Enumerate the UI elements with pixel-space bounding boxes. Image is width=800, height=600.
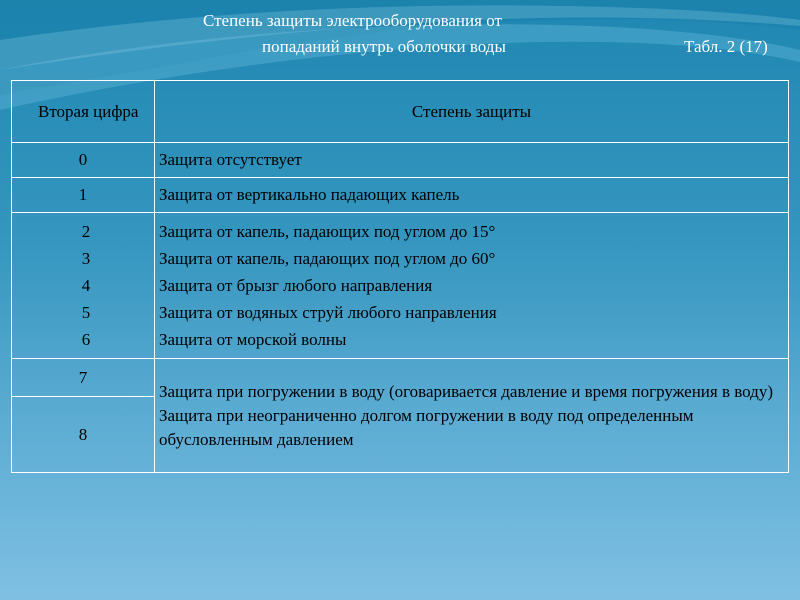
description-cell-merged — [155, 359, 789, 473]
header-protection-degree: Степень защиты — [155, 81, 789, 143]
slide-title — [0, 8, 800, 60]
digit-value: 6 — [81, 330, 91, 349]
digit-cell: 7 — [12, 359, 155, 397]
description-line: Защита от водяных струй любого направления — [159, 303, 497, 322]
description-line: Защита от капель, падающих под углом до 15° — [159, 222, 496, 241]
digit-value: 3 — [81, 249, 91, 268]
description-line: Защита от морской волны — [159, 330, 347, 349]
table-header-row — [12, 81, 789, 143]
description-cell: Защита отсутствует — [155, 143, 789, 178]
digit-cell-group — [12, 213, 155, 359]
digit-cell: 1 — [12, 178, 155, 213]
description-cell: Защита от вертикально падающих капель — [155, 178, 789, 213]
water-protection-table — [11, 80, 789, 473]
description-line: Защита при неограниченно долгом погружении в воду под определенным обусловленным давлением — [159, 405, 694, 449]
digit-value: 4 — [81, 276, 91, 295]
digit-cell: 0 — [12, 143, 155, 178]
description-cell-group — [155, 213, 789, 359]
digit-value: 5 — [81, 303, 91, 322]
table-row-group — [12, 213, 789, 359]
description-line: Защита от брызг любого направления — [159, 276, 433, 295]
table-row — [12, 178, 789, 213]
description-line: Защита при погружении в воду (оговаривается давление и время погружения в воду) — [159, 381, 773, 401]
header-second-digit: Вторая цифра — [12, 81, 155, 143]
digit-cell: 8 — [12, 397, 155, 473]
table-row — [12, 143, 789, 178]
table-reference: Табл. 2 (17) — [684, 37, 768, 56]
title-line-1: Степень защиты электрооборудования от — [203, 11, 502, 30]
description-line: Защита от капель, падающих под углом до 60° — [159, 249, 496, 268]
title-line-2: попаданий внутрь оболочки воды — [262, 37, 506, 56]
digit-value: 2 — [81, 222, 91, 241]
table-row — [12, 359, 789, 397]
